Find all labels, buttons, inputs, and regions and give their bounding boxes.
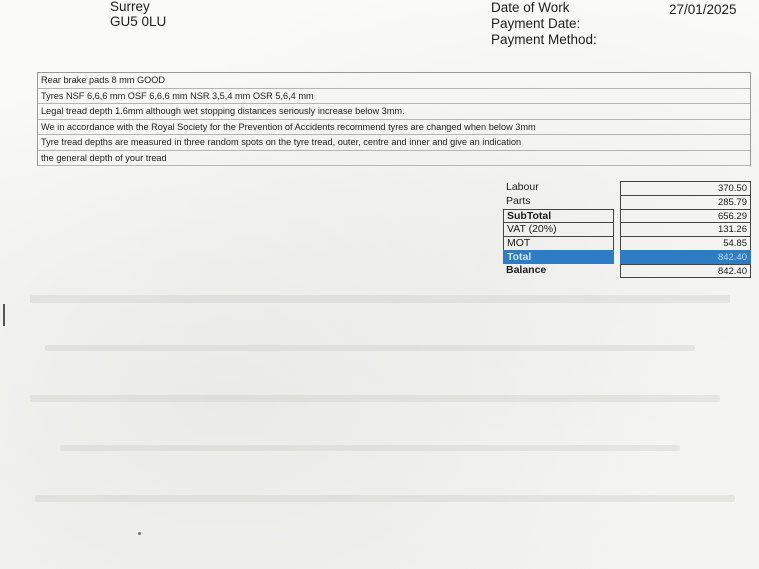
total-value: 842.40 xyxy=(620,250,751,264)
note-line: Legal tread depth 1.6mm although wet stopping distances seriously increase below 3mm. xyxy=(38,104,750,120)
balance-value: 842.40 xyxy=(620,264,751,278)
note-line: Tyres NSF 6,6,6 mm OSF 6,6,6 mm NSR 3,5,4 mm OSR 5,6,4 mm xyxy=(38,89,750,105)
balance-label: Balance xyxy=(506,263,547,276)
bleed-through-mark xyxy=(45,345,695,351)
speck-mark xyxy=(138,532,141,535)
mot-value: 54.85 xyxy=(620,236,751,250)
bleed-through-mark xyxy=(30,295,730,303)
vat-label: VAT (20%) xyxy=(503,222,614,236)
subtotal-label: SubTotal xyxy=(503,209,614,223)
date-of-work-label: Date of Work xyxy=(491,0,570,15)
payment-method-label: Payment Method: xyxy=(491,32,597,47)
labour-label: Labour xyxy=(506,181,539,193)
address-postcode: GU5 0LU xyxy=(110,14,167,29)
date-of-work-value: 27/01/2025 xyxy=(669,2,737,17)
payment-date-label: Payment Date: xyxy=(491,16,581,31)
note-line: Rear brake pads 8 mm GOOD xyxy=(38,73,750,89)
parts-label: Parts xyxy=(506,194,531,207)
subtotal-value: 656.29 xyxy=(620,209,751,223)
work-notes-box xyxy=(37,72,751,166)
note-line: Tyre tread depths are measured in three random spots on the tyre tread, outer, centre and inner and give an indication xyxy=(38,135,750,151)
total-label: Total xyxy=(503,250,614,264)
note-line: the general depth of your tread xyxy=(38,151,750,167)
margin-mark xyxy=(3,304,5,326)
bleed-through-mark xyxy=(30,395,720,402)
parts-value: 285.79 xyxy=(620,195,751,209)
bleed-through-mark xyxy=(35,495,735,502)
address-county: Surrey xyxy=(110,0,150,14)
note-line: We in accordance with the Royal Society for the Prevention of Accidents recommend tyres are changed when below 3mm xyxy=(38,120,750,136)
labour-value: 370.50 xyxy=(620,181,751,195)
vat-value: 131.26 xyxy=(620,222,751,236)
bleed-through-mark xyxy=(60,445,680,451)
mot-label: MOT xyxy=(503,236,614,250)
